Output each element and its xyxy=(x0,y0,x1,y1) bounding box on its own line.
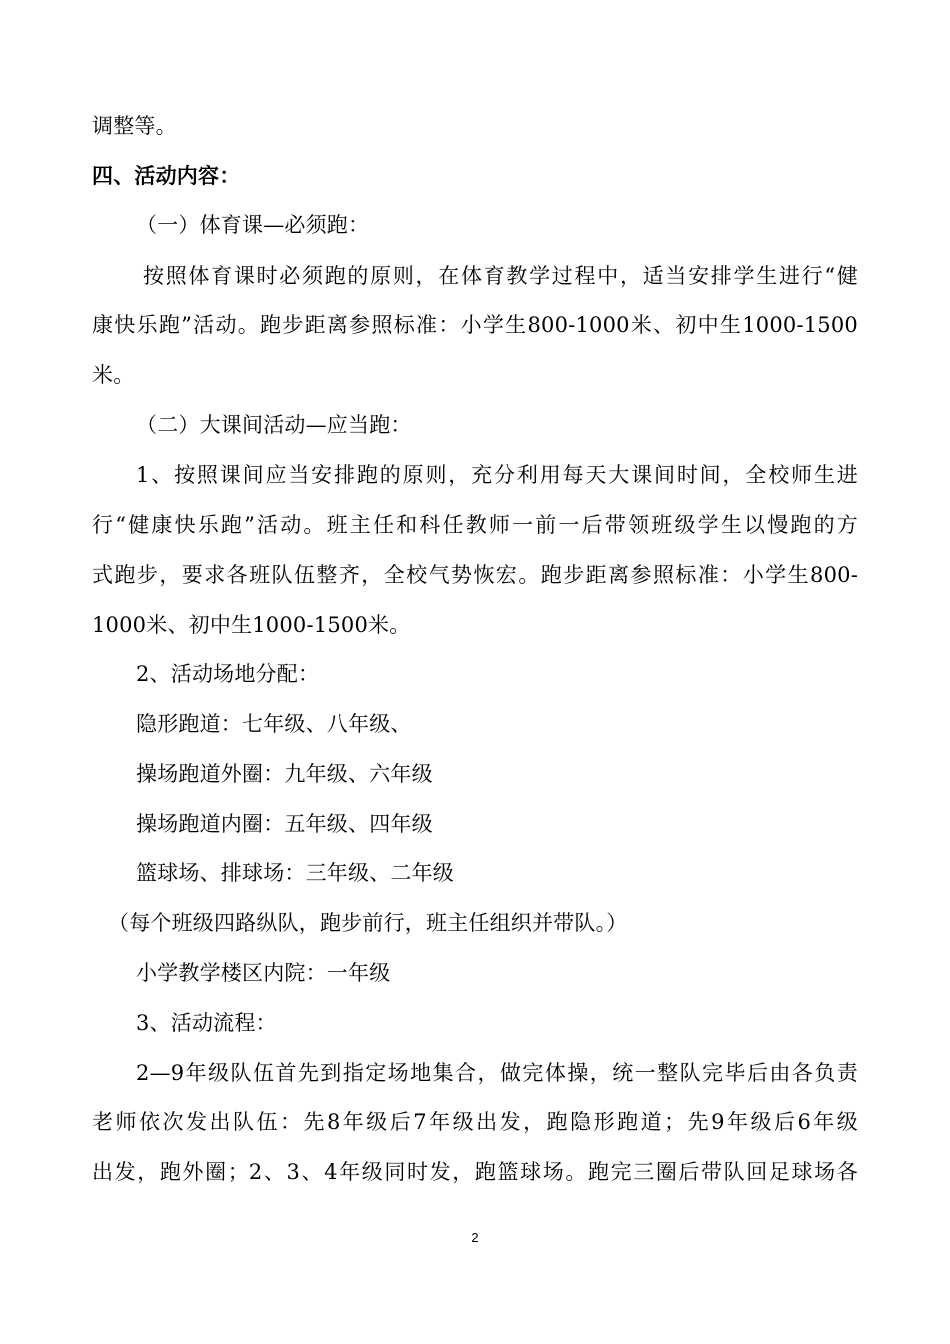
list-heading: 3、活动流程： xyxy=(136,1011,277,1035)
subsection-heading: （二）大课间活动—应当跑： xyxy=(136,413,412,437)
paragraph-line: 老师依次发出队伍：先8年级后7年级出发，跑隐形跑道；先9年级后6年级 xyxy=(92,1110,858,1134)
paragraph-line: 行“健康快乐跑”活动。班主任和科任教师一前一后带领班级学生以慢跑的方 xyxy=(92,513,858,537)
paragraph-line: 康快乐跑”活动。跑步距离参照标准：小学生800-1000米、初中生1000-1500 xyxy=(92,313,858,337)
paragraph-line: 调整等。 xyxy=(92,114,177,138)
list-item: 操场跑道内圈：五年级、四年级 xyxy=(136,812,433,836)
note-line: （每个班级四路纵队，跑步前行，班主任组织并带队。） xyxy=(108,911,628,935)
paragraph-line: 按照体育课时必须跑的原则，在体育教学过程中，适当安排学生进行“健 xyxy=(143,264,858,288)
list-heading: 2、活动场地分配： xyxy=(136,662,320,686)
page-number: 2 xyxy=(471,1230,479,1245)
list-item: 隐形跑道：七年级、八年级、 xyxy=(136,712,412,736)
paragraph-line: 2—9年级队伍首先到指定场地集合，做完体操，统一整队完毕后由各负责 xyxy=(136,1061,858,1085)
paragraph-line: 式跑步，要求各班队伍整齐，全校气势恢宏。跑步距离参照标准：小学生800- xyxy=(92,563,858,587)
paragraph-line: 米。 xyxy=(92,363,135,387)
section-heading: 四、活动内容： xyxy=(92,164,241,188)
list-item: 篮球场、排球场：三年级、二年级 xyxy=(136,861,454,885)
paragraph-line: 1、按照课间应当安排跑的原则，充分利用每天大课间时间，全校师生进 xyxy=(136,463,858,487)
paragraph-line: 1000米、初中生1000-1500米。 xyxy=(92,613,411,637)
list-item: 小学教学楼区内院：一年级 xyxy=(136,961,391,985)
paragraph-line: 出发，跑外圈；2、3、4年级同时发，跑篮球场。跑完三圈后带队回足球场各 xyxy=(92,1160,858,1184)
list-item: 操场跑道外圈：九年级、六年级 xyxy=(136,762,433,786)
subsection-heading: （一）体育课—必须跑： xyxy=(136,213,370,237)
